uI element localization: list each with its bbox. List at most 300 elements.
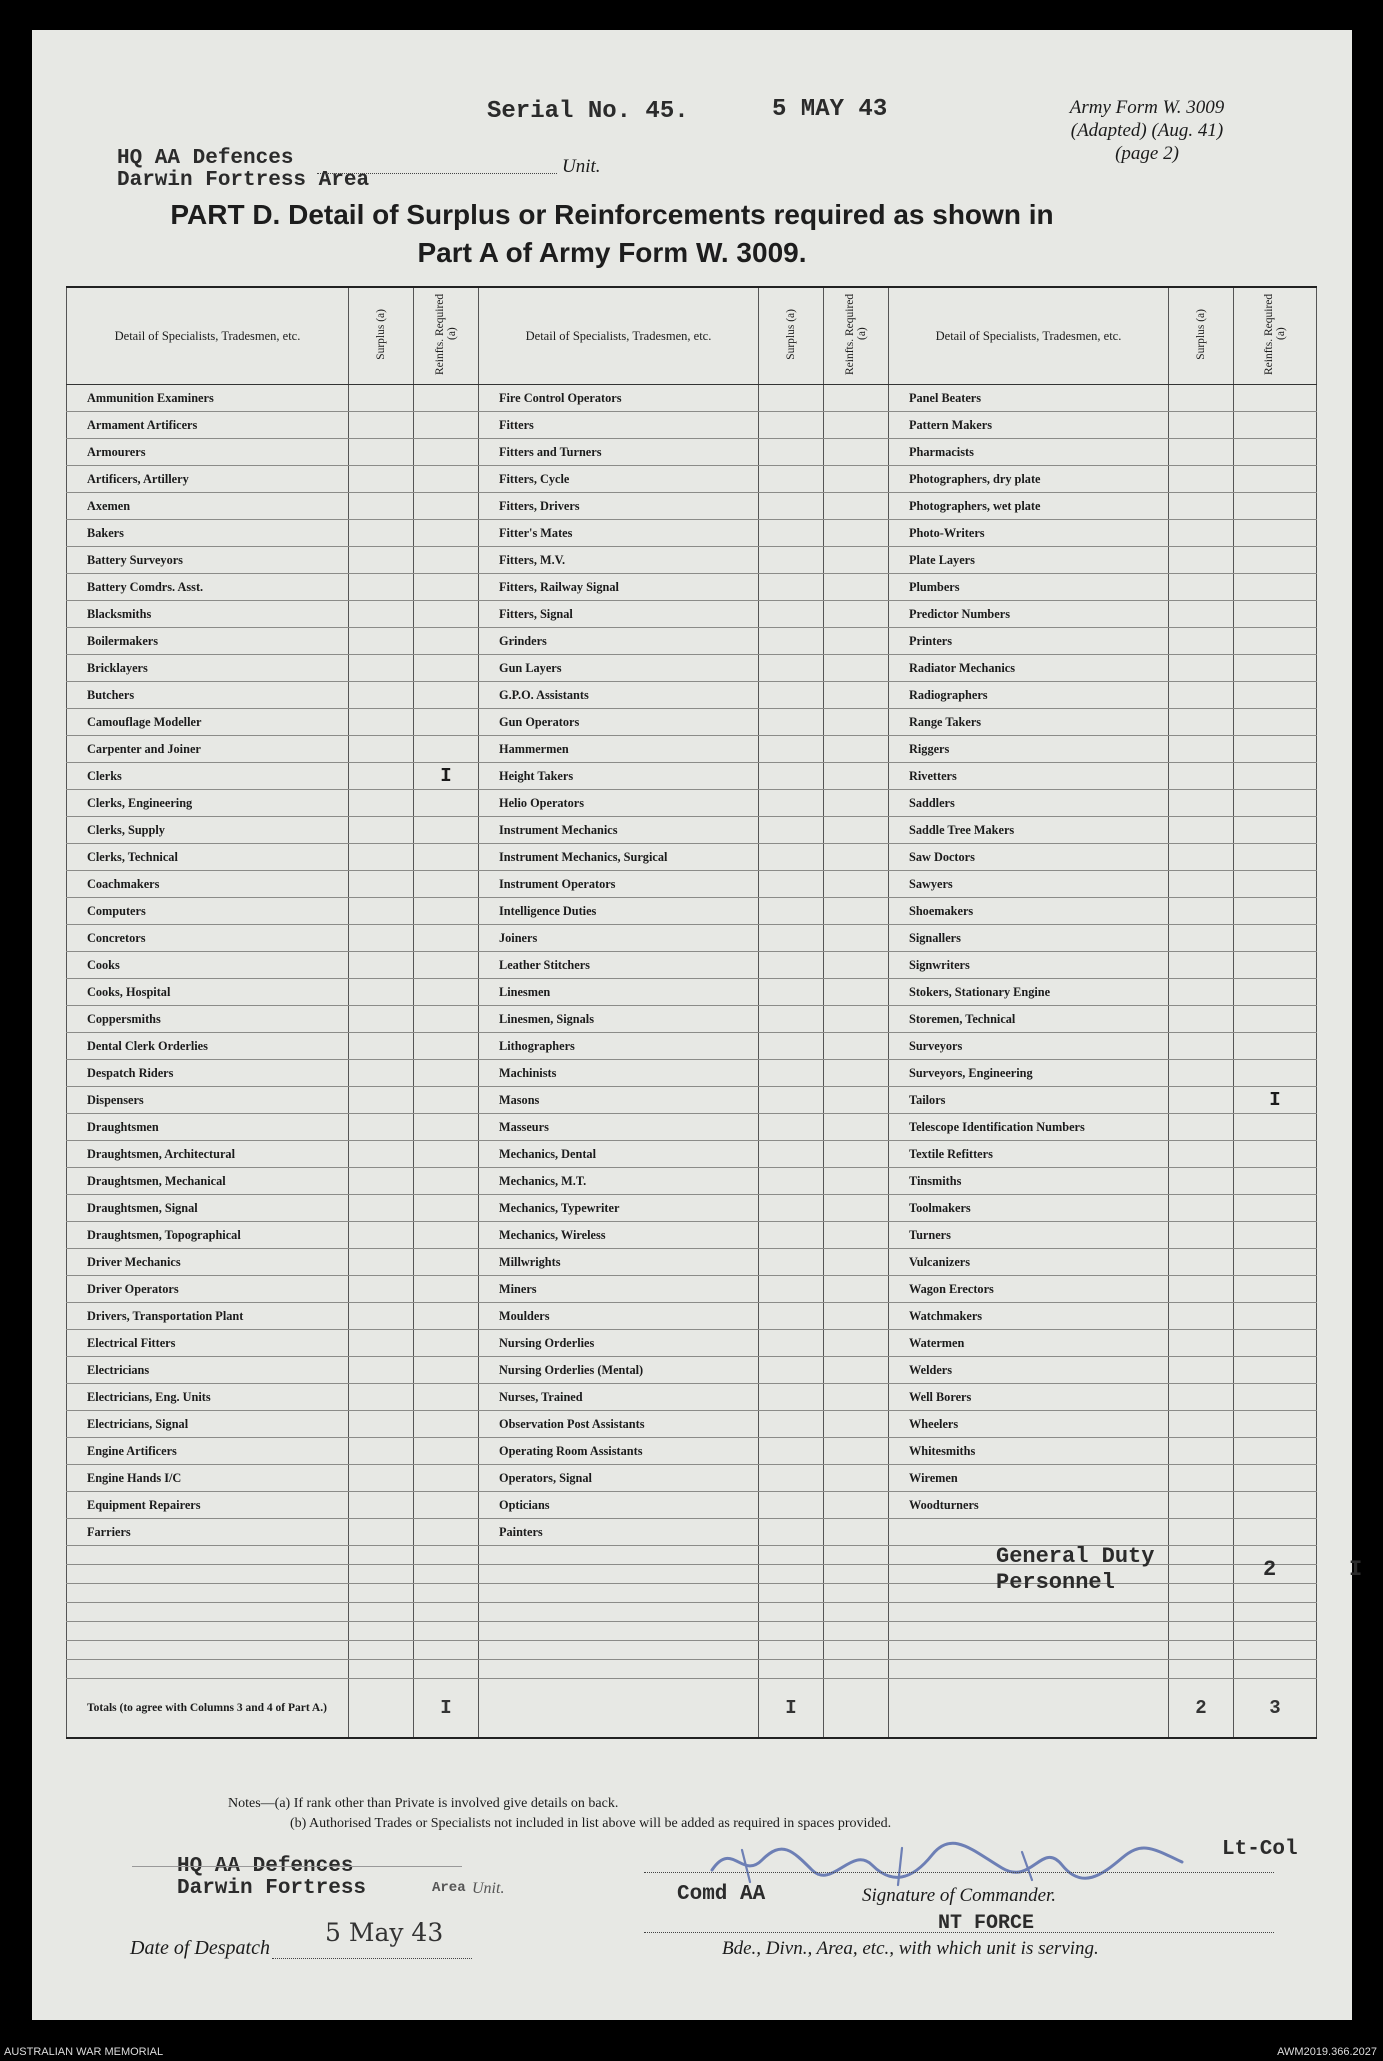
trade-reinfts: [824, 925, 889, 952]
trade-reinfts: [1234, 1519, 1317, 1546]
blank-cell: [1234, 1641, 1317, 1660]
trade-surplus: [1169, 1033, 1234, 1060]
trade-name: Pharmacists: [889, 439, 1169, 466]
trade-surplus: [1169, 466, 1234, 493]
table-row: [67, 736, 1317, 763]
trade-surplus: [1169, 1087, 1234, 1114]
trade-name: Wheelers: [889, 1411, 1169, 1438]
trade-name: Predictor Numbers: [889, 601, 1169, 628]
trade-name: Electrical Fitters: [67, 1330, 349, 1357]
trade-name: Fitters, M.V.: [479, 547, 759, 574]
blank-cell: [67, 1565, 349, 1584]
blank-row: [67, 1641, 1317, 1660]
trade-surplus: [759, 1357, 824, 1384]
trade-name: Mechanics, Dental: [479, 1141, 759, 1168]
trade-reinfts: [1234, 1114, 1317, 1141]
trade-surplus: [1169, 817, 1234, 844]
trade-name: Mechanics, M.T.: [479, 1168, 759, 1195]
trade-name: Engine Hands I/C: [67, 1465, 349, 1492]
trade-name: Radiographers: [889, 682, 1169, 709]
trade-surplus: [759, 763, 824, 790]
trade-surplus: [349, 1087, 414, 1114]
trade-reinfts: [1234, 439, 1317, 466]
trade-reinfts: [414, 1384, 479, 1411]
trade-reinfts: [414, 574, 479, 601]
blank-cell: [824, 1565, 889, 1584]
trade-reinfts: [1234, 682, 1317, 709]
blank-cell: [824, 1622, 889, 1641]
trade-reinfts: [1234, 1357, 1317, 1384]
blank-row: [67, 1603, 1317, 1622]
trade-name: Electricians: [67, 1357, 349, 1384]
trade-name: Watchmakers: [889, 1303, 1169, 1330]
trade-surplus: [759, 871, 824, 898]
trade-reinfts: [824, 1303, 889, 1330]
table-row: [67, 871, 1317, 898]
blank-cell: [759, 1565, 824, 1584]
table-row: [67, 493, 1317, 520]
trade-name: Storemen, Technical: [889, 1006, 1169, 1033]
trade-surplus: [349, 1303, 414, 1330]
trade-reinfts: [824, 520, 889, 547]
trade-reinfts: [824, 466, 889, 493]
trade-name: Wagon Erectors: [889, 1276, 1169, 1303]
trade-name: Electricians, Eng. Units: [67, 1384, 349, 1411]
blank-cell: [414, 1565, 479, 1584]
trade-reinfts: [414, 1519, 479, 1546]
trade-name: Armament Artificers: [67, 412, 349, 439]
trade-reinfts: [1234, 898, 1317, 925]
trade-name: Radiator Mechanics: [889, 655, 1169, 682]
note-a: Notes—(a) If rank other than Private is involved give details on back.: [228, 1796, 619, 1811]
trade-reinfts: [1234, 1384, 1317, 1411]
trade-reinfts: [824, 1114, 889, 1141]
trade-name: Driver Operators: [67, 1276, 349, 1303]
trade-name: Camouflage Modeller: [67, 709, 349, 736]
trade-name: Shoemakers: [889, 898, 1169, 925]
table-row: [67, 952, 1317, 979]
trade-name: Dental Clerk Orderlies: [67, 1033, 349, 1060]
blank-cell: [759, 1622, 824, 1641]
trade-reinfts: [1234, 1492, 1317, 1519]
trade-name: Draughtsmen, Topographical: [67, 1222, 349, 1249]
trade-rows: [67, 385, 1317, 1739]
trade-name: Instrument Operators: [479, 871, 759, 898]
header-detail-3: Detail of Specialists, Tradesmen, etc.: [889, 287, 1169, 385]
blank-cell: [414, 1603, 479, 1622]
trade-surplus: [1169, 1438, 1234, 1465]
header-detail-1: Detail of Specialists, Tradesmen, etc.: [67, 287, 349, 385]
trade-reinfts: [824, 1384, 889, 1411]
trade-reinfts: [414, 898, 479, 925]
trade-surplus: [759, 1276, 824, 1303]
blank-cell: [1169, 1622, 1234, 1641]
trade-name: Ammunition Examiners: [67, 385, 349, 412]
table-row: [67, 1222, 1317, 1249]
trade-name: Blacksmiths: [67, 601, 349, 628]
table-row: [67, 844, 1317, 871]
table-row: [67, 1141, 1317, 1168]
footer-unit-line-1: HQ AA Defences: [177, 1855, 354, 1878]
trade-name: Photo-Writers: [889, 520, 1169, 547]
trade-name: Riggers: [889, 736, 1169, 763]
trade-name: Sawyers: [889, 871, 1169, 898]
trade-reinfts: [414, 1438, 479, 1465]
title-line-2: Part A of Army Form W. 3009.: [417, 237, 807, 268]
trade-surplus: [1169, 1303, 1234, 1330]
trade-reinfts: [1234, 763, 1317, 790]
blank-row: [67, 1660, 1317, 1679]
trade-name: Draughtsmen, Architectural: [67, 1141, 349, 1168]
table-row: [67, 439, 1317, 466]
trade-reinfts: [1234, 979, 1317, 1006]
trade-surplus: [349, 493, 414, 520]
trade-name: Nurses, Trained: [479, 1384, 759, 1411]
unit-line-1: HQ AA Defences: [117, 147, 294, 170]
blank-cell: [479, 1603, 759, 1622]
trade-surplus: [759, 1006, 824, 1033]
trade-name: Signwriters: [889, 952, 1169, 979]
table-row: [67, 709, 1317, 736]
trade-reinfts: [1234, 1411, 1317, 1438]
blank-cell: [479, 1622, 759, 1641]
trade-name: Toolmakers: [889, 1195, 1169, 1222]
title-line-1: PART D. Detail of Surplus or Reinforcements required as shown in: [170, 199, 1054, 230]
trade-reinfts: [1234, 520, 1317, 547]
table-row: [67, 1303, 1317, 1330]
trade-name: Fitters, Railway Signal: [479, 574, 759, 601]
header-reinfts-3: Reinfts. Required (a): [1234, 287, 1317, 385]
trade-reinfts: [1234, 1060, 1317, 1087]
signature-label: Signature of Commander.: [862, 1885, 1057, 1906]
trade-name: Operating Room Assistants: [479, 1438, 759, 1465]
trade-surplus: [1169, 1357, 1234, 1384]
blank-cell: [1169, 1660, 1234, 1679]
trade-surplus: [759, 1492, 824, 1519]
trade-name: Masseurs: [479, 1114, 759, 1141]
trade-reinfts: [824, 682, 889, 709]
trade-name: Turners: [889, 1222, 1169, 1249]
table-row: [67, 1519, 1317, 1546]
trade-surplus: [759, 547, 824, 574]
trade-name: Panel Beaters: [889, 385, 1169, 412]
trade-surplus: [1169, 709, 1234, 736]
table-row: [67, 1114, 1317, 1141]
trade-reinfts: [824, 1330, 889, 1357]
trade-surplus: [349, 1492, 414, 1519]
trade-surplus: [759, 1114, 824, 1141]
blank-cell: [824, 1660, 889, 1679]
footer-unit-label: Unit.: [472, 1880, 505, 1897]
trade-surplus: [759, 628, 824, 655]
trade-surplus: [759, 1330, 824, 1357]
trade-reinfts: [1234, 1438, 1317, 1465]
trade-surplus: [349, 1465, 414, 1492]
blank-cell: [824, 1603, 889, 1622]
force-dotted-line: [644, 1932, 1274, 1933]
trade-name: Driver Mechanics: [67, 1249, 349, 1276]
trade-reinfts: [1234, 601, 1317, 628]
trade-surplus: [349, 1384, 414, 1411]
trade-reinfts: [824, 1087, 889, 1114]
trade-surplus: [349, 574, 414, 601]
unit-line-2: Darwin Fortress Area: [117, 169, 370, 192]
trade-name: Nursing Orderlies: [479, 1330, 759, 1357]
trade-name: Cooks: [67, 952, 349, 979]
trade-surplus: [759, 1519, 824, 1546]
blank-cell: [349, 1584, 414, 1603]
trade-name: Tinsmiths: [889, 1168, 1169, 1195]
blank-cell: [349, 1660, 414, 1679]
blank-cell: [824, 1546, 889, 1565]
blank-cell: [1234, 1584, 1317, 1603]
table-row: [67, 574, 1317, 601]
trade-reinfts: [1234, 736, 1317, 763]
blank-cell: [479, 1641, 759, 1660]
trade-reinfts: [414, 1195, 479, 1222]
trade-reinfts: [414, 1087, 479, 1114]
trade-reinfts: [1234, 574, 1317, 601]
blank-cell: [1169, 1603, 1234, 1622]
trade-surplus: [1169, 493, 1234, 520]
table-row: [67, 682, 1317, 709]
trade-reinfts: [824, 1492, 889, 1519]
trade-name: Clerks: [67, 763, 349, 790]
table-header: [67, 287, 1317, 385]
trade-surplus: [349, 709, 414, 736]
trade-name: Grinders: [479, 628, 759, 655]
trade-surplus: [1169, 1384, 1234, 1411]
footer-unit-over: Area: [432, 1880, 466, 1896]
serial-number: Serial No. 45.: [487, 98, 689, 125]
blank-cell: [67, 1660, 349, 1679]
archive-institution: AUSTRALIAN WAR MEMORIAL: [4, 2046, 164, 2058]
trade-surplus: [1169, 1006, 1234, 1033]
table-row: [67, 466, 1317, 493]
trade-reinfts: [824, 655, 889, 682]
blank-cell: [349, 1565, 414, 1584]
blank-cell: [414, 1546, 479, 1565]
trade-surplus: [759, 574, 824, 601]
trade-name: Telescope Identification Numbers: [889, 1114, 1169, 1141]
trade-reinfts: [414, 1060, 479, 1087]
trade-reinfts: [414, 1411, 479, 1438]
header-detail-2: Detail of Specialists, Tradesmen, etc.: [479, 287, 759, 385]
header-surplus-2: Surplus (a): [759, 287, 824, 385]
table-row: [67, 1492, 1317, 1519]
form-title: [162, 196, 1062, 272]
trade-name: Gun Layers: [479, 655, 759, 682]
trade-reinfts: [824, 763, 889, 790]
trade-reinfts: [1234, 1276, 1317, 1303]
trade-surplus: [349, 1438, 414, 1465]
blank-cell: [1169, 1546, 1234, 1565]
trade-name: Masons: [479, 1087, 759, 1114]
trade-name: Textile Refitters: [889, 1141, 1169, 1168]
blank-cell: [67, 1641, 349, 1660]
trade-name: Clerks, Supply: [67, 817, 349, 844]
blank-cell: [889, 1641, 1169, 1660]
trade-name: Saddlers: [889, 790, 1169, 817]
trade-reinfts: [414, 439, 479, 466]
general-duty-reinfts: I: [1349, 1557, 1363, 1582]
form-page: [32, 30, 1363, 2020]
trade-reinfts: [1234, 1465, 1317, 1492]
trade-surplus: [1169, 682, 1234, 709]
table-row: [67, 1330, 1317, 1357]
trade-name: Surveyors: [889, 1033, 1169, 1060]
trade-name: Battery Comdrs. Asst.: [67, 574, 349, 601]
blank-cell: [67, 1584, 349, 1603]
trade-surplus: [1169, 1276, 1234, 1303]
table-row: [67, 655, 1317, 682]
trade-reinfts: [824, 1249, 889, 1276]
blank-cell: [349, 1622, 414, 1641]
general-duty-label: [996, 1544, 1154, 1596]
trade-surplus: [759, 1141, 824, 1168]
trade-name: Leather Stitchers: [479, 952, 759, 979]
trade-name: Clerks, Technical: [67, 844, 349, 871]
trade-name: G.P.O. Assistants: [479, 682, 759, 709]
trade-reinfts: [824, 844, 889, 871]
trade-surplus: [759, 979, 824, 1006]
trade-surplus: [1169, 1222, 1234, 1249]
trade-name: Hammermen: [479, 736, 759, 763]
trade-reinfts: [414, 1033, 479, 1060]
trade-name: Boilermakers: [67, 628, 349, 655]
trade-reinfts: [1234, 1303, 1317, 1330]
trade-surplus: [1169, 898, 1234, 925]
blank-cell: [414, 1584, 479, 1603]
totals-blank-3: [889, 1679, 1169, 1739]
trade-reinfts: [414, 1276, 479, 1303]
trade-name: Coppersmiths: [67, 1006, 349, 1033]
blank-cell: [1234, 1622, 1317, 1641]
trade-reinfts: [414, 844, 479, 871]
trade-surplus: [349, 736, 414, 763]
trade-surplus: [349, 628, 414, 655]
trade-name: Saddle Tree Makers: [889, 817, 1169, 844]
unit-dotted-line: [317, 173, 557, 174]
trade-name: Welders: [889, 1357, 1169, 1384]
trade-surplus: [1169, 736, 1234, 763]
trade-name: Observation Post Assistants: [479, 1411, 759, 1438]
trade-name: Draughtsmen, Signal: [67, 1195, 349, 1222]
trade-surplus: [759, 1168, 824, 1195]
trade-surplus: [349, 1141, 414, 1168]
totals-col2-reinfts: [824, 1679, 889, 1739]
trade-name: Mechanics, Typewriter: [479, 1195, 759, 1222]
trade-reinfts: [824, 385, 889, 412]
table-row: [67, 1249, 1317, 1276]
trade-surplus: [1169, 1195, 1234, 1222]
trade-name: Millwrights: [479, 1249, 759, 1276]
totals-label: Totals (to agree with Columns 3 and 4 of Part A.): [67, 1679, 349, 1739]
trade-reinfts: [1234, 628, 1317, 655]
trade-name: Printers: [889, 628, 1169, 655]
trade-surplus: [349, 925, 414, 952]
archive-footer: [0, 2043, 1383, 2061]
trade-name: Vulcanizers: [889, 1249, 1169, 1276]
trade-name: Signallers: [889, 925, 1169, 952]
trade-reinfts: I: [1234, 1087, 1317, 1114]
totals-col2-surplus: I: [759, 1679, 824, 1739]
trade-name: Bakers: [67, 520, 349, 547]
trade-name: Nursing Orderlies (Mental): [479, 1357, 759, 1384]
trade-surplus: [759, 1303, 824, 1330]
form-page-number: (page 2): [1115, 143, 1179, 164]
trade-reinfts: [414, 790, 479, 817]
trade-reinfts: [1234, 844, 1317, 871]
trade-surplus: [349, 466, 414, 493]
trade-reinfts: [414, 385, 479, 412]
trade-name: Drivers, Transportation Plant: [67, 1303, 349, 1330]
blank-cell: [349, 1641, 414, 1660]
table-row: [67, 1168, 1317, 1195]
blank-cell: [414, 1641, 479, 1660]
trade-surplus: [1169, 1168, 1234, 1195]
despatch-date: 5 May 43: [325, 1918, 444, 1947]
trade-reinfts: [824, 628, 889, 655]
blank-cell: [349, 1603, 414, 1622]
trade-reinfts: [414, 601, 479, 628]
blank-cell: [1169, 1584, 1234, 1603]
trade-reinfts: [414, 1222, 479, 1249]
trade-name: Fitter's Mates: [479, 520, 759, 547]
trade-reinfts: [1234, 1006, 1317, 1033]
trades-table-wrapper: [66, 286, 1363, 1786]
trade-surplus: [759, 601, 824, 628]
trade-reinfts: [414, 520, 479, 547]
table-row: [67, 790, 1317, 817]
table-row: [67, 925, 1317, 952]
blank-cell: [414, 1660, 479, 1679]
trade-name: Butchers: [67, 682, 349, 709]
trades-table: [66, 286, 1317, 1739]
trade-reinfts: [1234, 547, 1317, 574]
trade-name: Draughtsmen, Mechanical: [67, 1168, 349, 1195]
table-row: [67, 1276, 1317, 1303]
trade-surplus: [349, 1330, 414, 1357]
blank-cell: [349, 1546, 414, 1565]
trade-name: Moulders: [479, 1303, 759, 1330]
trade-reinfts: [824, 1465, 889, 1492]
trade-name: Linesmen, Signals: [479, 1006, 759, 1033]
blank-cell: [67, 1546, 349, 1565]
trade-reinfts: [824, 1141, 889, 1168]
trade-reinfts: [824, 817, 889, 844]
signature-typed: Comd AA: [677, 1883, 766, 1906]
trade-reinfts: [414, 817, 479, 844]
trade-surplus: [1169, 1330, 1234, 1357]
trade-name: Height Takers: [479, 763, 759, 790]
trade-reinfts: [824, 1276, 889, 1303]
trade-name: Engine Artificers: [67, 1438, 349, 1465]
table-row: [67, 601, 1317, 628]
trade-name: Photographers, wet plate: [889, 493, 1169, 520]
trade-reinfts: [414, 1168, 479, 1195]
trade-name: Woodturners: [889, 1492, 1169, 1519]
blank-row: [67, 1622, 1317, 1641]
form-adapted: (Adapted) (Aug. 41): [1070, 120, 1224, 141]
trade-reinfts: [414, 952, 479, 979]
trade-surplus: [1169, 844, 1234, 871]
trade-name: Coachmakers: [67, 871, 349, 898]
trade-reinfts: [824, 1438, 889, 1465]
trade-surplus: [759, 520, 824, 547]
trade-surplus: [1169, 1492, 1234, 1519]
trade-surplus: [349, 1168, 414, 1195]
